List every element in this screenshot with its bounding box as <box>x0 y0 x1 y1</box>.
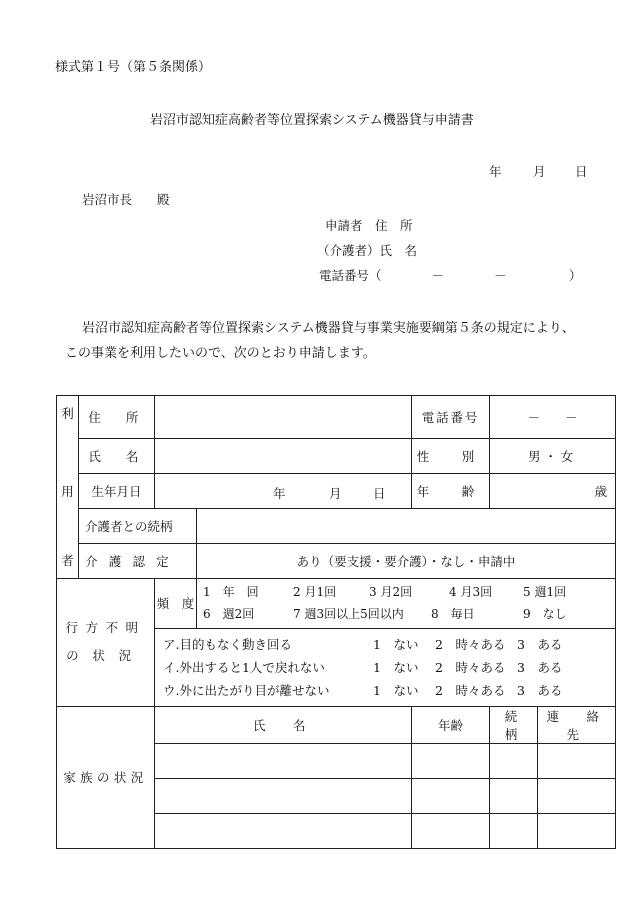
applicant-phone-label: 電話番号（ － － ） <box>319 268 582 283</box>
status-item-a: ア.目的もなく動き回る 1 ない 2 時々ある 3 ある <box>163 636 563 652</box>
user-side-label-2: 用 <box>57 473 79 508</box>
birth-month-label: 月 <box>329 485 342 501</box>
family-relation-field[interactable] <box>490 778 538 813</box>
date-day-label: 日 <box>575 164 588 179</box>
family-name-field[interactable] <box>155 778 412 813</box>
freq-option-8[interactable]: 8 毎日 <box>431 607 475 621</box>
birth-year-label: 年 <box>273 485 286 501</box>
user-care-field[interactable]: あり（要支援・要介護）・なし・申請中 <box>197 543 616 578</box>
user-sex-label: 性 別 <box>412 438 490 473</box>
behavior-label-line-2: の状況 <box>66 648 145 663</box>
freq-option-5[interactable]: 5 週1回 <box>523 585 567 599</box>
frequency-options[interactable] <box>197 578 616 628</box>
behavior-status-items <box>155 628 616 706</box>
freq-option-3[interactable]: 3 月2回 <box>369 585 413 599</box>
family-contact-field[interactable] <box>538 813 616 848</box>
addressee: 岩沼市長 殿 <box>82 192 170 207</box>
frequency-label: 頻 度 <box>155 578 197 628</box>
user-sex-field[interactable]: 男・女 <box>490 438 616 473</box>
freq-option-9[interactable]: 9 なし <box>523 607 567 621</box>
family-relation-field[interactable] <box>490 743 538 778</box>
user-relation-label: 介護者との続柄 <box>79 508 197 543</box>
status-item-c: ウ.外に出たがり目が離せない 1 ない 2 時々ある 3 ある <box>163 682 563 698</box>
birth-day-label: 日 <box>373 485 386 501</box>
user-age-label: 年 齢 <box>412 473 490 508</box>
frequency-row-2 <box>203 603 615 625</box>
family-contact-field[interactable] <box>538 743 616 778</box>
status-item-b: イ.外出すると1人で戻れない 1 ない 2 時々ある 3 ある <box>163 659 563 675</box>
family-section-label: 家族の状況 <box>57 706 155 848</box>
user-birth-label: 生年月日 <box>79 473 155 508</box>
family-header-contact: 連 絡 先 <box>538 706 616 743</box>
freq-option-2[interactable]: 2 月1回 <box>293 585 337 599</box>
intro-line-2: この事業を利用したいので、次のとおり申請します。 <box>65 346 376 361</box>
family-name-field[interactable] <box>155 813 412 848</box>
user-address-label: 住 所 <box>79 396 155 439</box>
user-address-field[interactable] <box>155 396 412 439</box>
family-header-name: 氏 名 <box>155 706 412 743</box>
freq-option-1[interactable]: 1 年 回 <box>203 585 259 599</box>
date-year-label: 年 <box>489 164 502 179</box>
freq-option-6[interactable]: 6 週2回 <box>203 607 255 621</box>
frequency-row-1 <box>203 581 615 603</box>
date-month-label: 月 <box>533 164 546 179</box>
family-age-field[interactable] <box>412 813 490 848</box>
user-phone-label: 電話番号 <box>412 396 490 439</box>
user-side-label-3: 者 <box>57 543 79 578</box>
user-name-field[interactable] <box>155 438 412 473</box>
user-name-label: 氏 名 <box>79 438 155 473</box>
freq-option-4[interactable]: 4 月3回 <box>449 585 493 599</box>
family-age-field[interactable] <box>412 778 490 813</box>
application-form-table <box>56 395 627 849</box>
user-age-field[interactable] <box>490 473 616 508</box>
age-unit: 歳 <box>594 483 608 499</box>
family-name-field[interactable] <box>155 743 412 778</box>
user-birth-field[interactable] <box>155 473 412 508</box>
user-phone-field[interactable]: － － <box>490 396 616 439</box>
user-relation-field[interactable] <box>197 508 616 543</box>
document-title: 岩沼市認知症高齢者等位置探索システム機器貸与申請書 <box>150 113 474 128</box>
behavior-section-label <box>57 578 155 706</box>
intro-line-1: 岩沼市認知症高齢者等位置探索システム機器貸与事業実施要綱第５条の規定により、 <box>82 321 575 336</box>
applicant-name-label: （介護者）氏 名 <box>317 243 418 258</box>
behavior-label-line-1: 行方不明 <box>65 620 146 635</box>
freq-option-7[interactable]: 7 週3回以上5回以内 <box>293 607 404 621</box>
applicant-address-label: 申請者 住 所 <box>325 218 413 233</box>
family-age-field[interactable] <box>412 743 490 778</box>
user-side-label-1: 利 <box>57 396 79 439</box>
form-number: 様式第１号（第５条関係） <box>55 60 212 75</box>
family-contact-field[interactable] <box>538 778 616 813</box>
family-relation-field[interactable] <box>490 813 538 848</box>
user-care-label: 介護認定 <box>79 543 197 578</box>
family-header-age: 年齢 <box>412 706 490 743</box>
family-header-relation: 続 柄 <box>490 706 538 743</box>
